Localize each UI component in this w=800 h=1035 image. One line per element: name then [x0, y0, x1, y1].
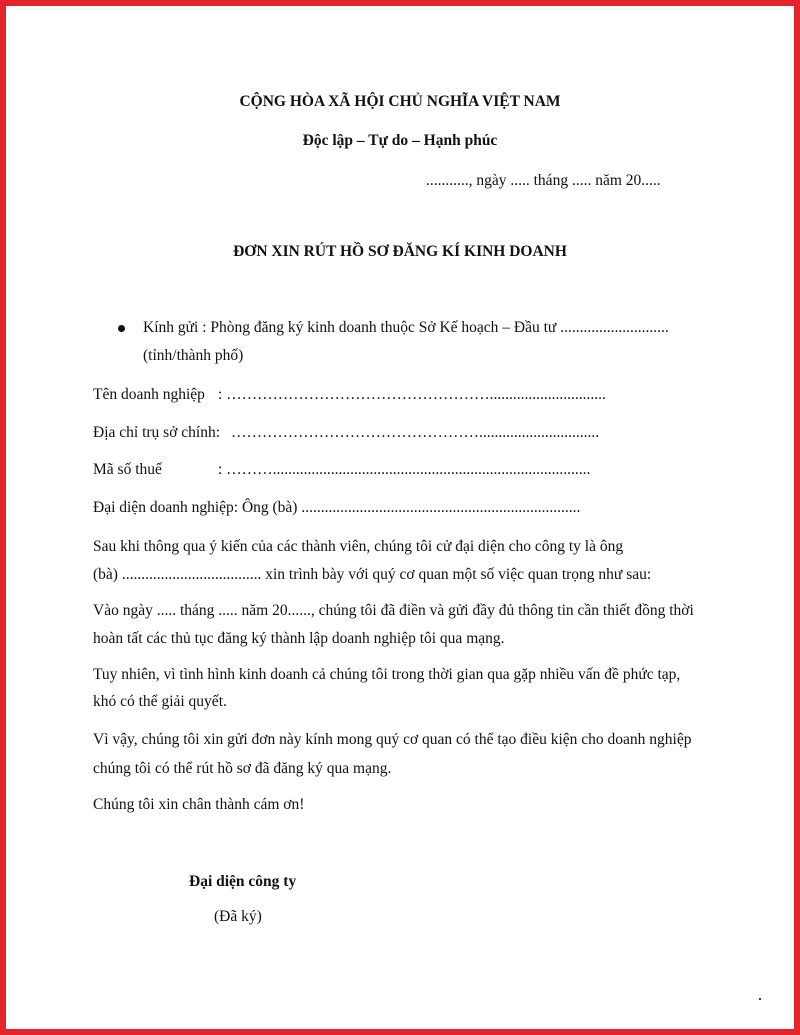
country-heading: CỘNG HÒA XÃ HỘI CHỦ NGHĨA VIỆT NAM [239, 93, 561, 110]
stray-dot [759, 998, 761, 1000]
paragraph-2-line-2: hoàn tất các thủ tục đăng ký thành lập doanh nghiệp tôi qua mạng. [93, 630, 505, 647]
paragraph-4-line-1: Vì vậy, chúng tôi xin gửi đơn này kính mong quý cơ quan có thể tạo điều kiện cho doanh nghiệp [93, 731, 692, 748]
recipient-province: (tỉnh/thành phố) [143, 347, 244, 364]
paragraph-3-line-2: khó có thể giải quyết. [93, 693, 227, 710]
paragraph-2-line-1: Vào ngày ..... tháng ..... năm 20......, chúng tôi đã điền và gửi đầy đủ thông tin cần thiết đồng thời [93, 602, 694, 619]
address-label: Địa chỉ trụ sở chính: [93, 424, 221, 441]
paragraph-4-line-2: chúng tôi có thể rút hồ sơ đã đăng ký qua mạng. [93, 760, 392, 777]
bullet-icon [118, 325, 125, 332]
representative-field: Đại diện doanh nghiệp: Ông (bà) ........................................................................ [93, 499, 581, 516]
paragraph-3-line-1: Tuy nhiên, vì tình hình kinh doanh cả chúng tôi trong thời gian qua gặp nhiều vấn đề phức tạp, [93, 666, 681, 683]
paragraph-1-line-2: (bà) .................................... xin trình bày với quý cơ quan một số việc quan trọng như sau: [93, 566, 652, 583]
tax-code-label: Mã số thuế [93, 461, 162, 478]
signature-title: Đại diện công ty [189, 873, 297, 890]
signature-note: (Đã ký) [214, 908, 262, 925]
company-name-field: : …………………………………………….............................. [218, 386, 606, 403]
paragraph-1-line-1: Sau khi thông qua ý kiến của các thành viên, chúng tôi cử đại diện cho công ty là ông [93, 538, 624, 555]
motto-heading: Độc lập – Tự do – Hạnh phúc [302, 132, 498, 149]
tax-code-field: : ……….................................................................................. [218, 461, 591, 478]
address-field: …………………………………………............................... [231, 424, 600, 441]
closing-thanks: Chúng tôi xin chân thành cám ơn! [93, 796, 305, 813]
document-title: ĐƠN XIN RÚT HỒ SƠ ĐĂNG KÍ KINH DOANH [233, 243, 567, 260]
date-line: ..........., ngày ..... tháng ..... năm 20..... [426, 172, 661, 189]
company-name-label: Tên doanh nghiệp [93, 386, 205, 403]
recipient-line: Kính gửi : Phòng đăng ký kinh doanh thuộc Sở Kế hoạch – Đầu tư ............................ [143, 319, 669, 336]
